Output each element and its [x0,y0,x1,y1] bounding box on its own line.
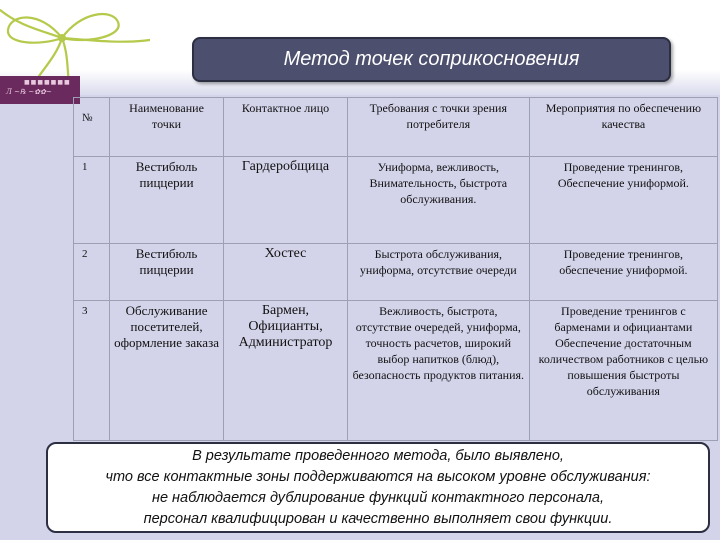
row-num: 3 [74,301,110,441]
header-point: Наименование точки [109,98,223,157]
conclusion-line: что все контактные зоны поддерживаются на высоком уровне обслуживания: [105,469,651,485]
header-actions: Мероприятия по обеспечению качества [529,98,717,157]
row-num: 2 [74,244,110,301]
header-contact: Контактное лицо [224,98,348,157]
page-title: Метод точек соприкосновения [283,48,580,70]
cell-point: Обслуживание посетителей, оформление заказа [109,301,223,441]
title-banner [192,37,671,82]
table-row [74,157,718,244]
cell-requirements: Униформа, вежливость, Внимательность, быстрота обслуживания. [347,157,529,244]
cell-actions: Проведение тренингов с барменами и официантами Обеспечение достаточным количеством работников с целью повышения быстроты обслуживания [529,301,717,441]
cell-point: Вестибюль пиццерии [109,244,223,301]
conclusion-line: В результате проведенного метода, было выявлено, [192,448,564,464]
table-row [74,301,718,441]
header-requirements: Требования с точки зрения потребителя [347,98,529,157]
cell-contact: Хостес [224,244,348,301]
row-num: 1 [74,157,110,244]
cell-actions: Проведение тренингов, обеспечение униформой. [529,244,717,301]
cell-requirements: Быстрота обслуживания, униформа, отсутствие очереди [347,244,529,301]
cell-point: Вестибюль пиццерии [109,157,223,244]
contact-points-table [73,97,718,441]
conclusion-line: персонал квалифицирован и качественно выполняет свои функции. [143,511,613,527]
brand-text: Л ~℞ ~✿✿~ [6,88,52,96]
cell-contact: Бармен, Официанты, Администратор [224,301,348,441]
table-row [74,244,718,301]
conclusion-line: не наблюдается дублирование функций контактного персонала, [151,490,604,506]
header-num: № [74,98,110,157]
table-header-row [74,98,718,157]
cell-requirements: Вежливость, быстрота, отсутствие очередей, униформа, точность расчетов, широкий выбор напитков (блюд), безопасность продуктов питания. [347,301,529,441]
brand-logo [0,76,80,104]
conclusion-box [46,442,710,533]
cell-actions: Проведение тренингов, Обеспечение униформой. [529,157,717,244]
brand-dots: ■■■■■■■ [24,79,71,86]
cell-contact: Гардеробщица [224,157,348,244]
